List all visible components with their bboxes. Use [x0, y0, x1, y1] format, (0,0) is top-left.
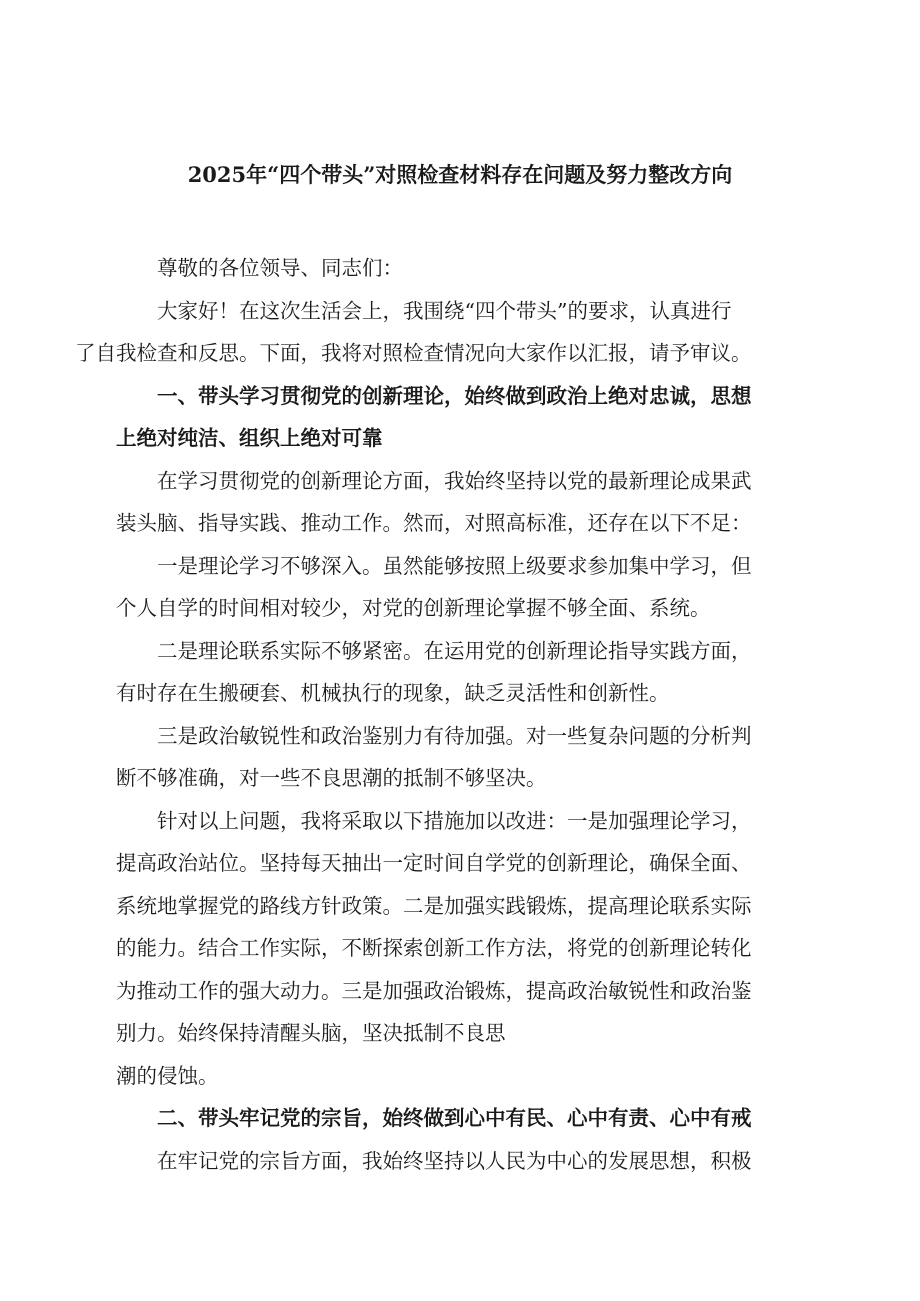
issue2-paragraph: [116, 630, 836, 715]
measures-line: 为推动工作的强大动力。三是加强政治锻炼，提高政治敏锐性和政治鉴: [116, 978, 752, 1003]
section1-heading-line: 一、带头学习贯彻党的创新理论，始终做到政治上绝对忠诚，思想: [157, 383, 752, 408]
measures-line: 的能力。结合工作实际，不断探索创新工作方法，将党的创新理论转化: [116, 936, 752, 960]
issue3-paragraph: [116, 715, 836, 800]
measures-line: 系统地掌握党的路线方针政策。二是加强实践锻炼，提高理论联系实际: [116, 893, 752, 918]
section2-heading: [116, 1097, 836, 1140]
section1-heading: [116, 375, 836, 460]
issue1-paragraph: [116, 545, 836, 630]
issue2-line: 有时存在生搬硬套、机械执行的现象，缺乏灵活性和创新性。: [116, 681, 670, 705]
section2-intro-paragraph: [116, 1140, 836, 1183]
salutation-paragraph: [116, 247, 836, 290]
issue1-line: 个人自学的时间相对较少，对党的创新理论掌握不够全面、系统。: [116, 596, 711, 620]
issue1-line: 一是理论学习不够深入。虽然能够按照上级要求参加集中学习，但: [157, 553, 752, 578]
issue3-line: 断不够准确，对一些不良思潮的抵制不够坚决。: [116, 766, 547, 790]
intro-line: 大家好！在这次生活会上，我围绕“四个带头”的要求，认真进行: [157, 298, 732, 323]
document-body: [75, 247, 836, 1182]
document-title: 2025年“四个带头”对照检查材料存在问题及努力整改方向: [187, 162, 733, 187]
measures-line: 别力。始终保持清醒头脑，坚决抵制不良思: [116, 1021, 506, 1045]
intro-line: 了自我检查和反思。下面，我将对照检查情况向大家作以汇报，请予审议。: [75, 341, 752, 365]
issue2-line: 二是理论联系实际不够紧密。在运用党的创新理论指导实践方面，: [157, 638, 752, 663]
salutation-text: 尊敬的各位领导、同志们：: [157, 256, 403, 280]
measures-line: 针对以上问题，我将采取以下措施加以改进：一是加强理论学习，: [157, 808, 752, 833]
issue3-line: 三是政治敏锐性和政治鉴别力有待加强。对一些复杂问题的分析判: [157, 723, 752, 748]
section2-heading-text: 二、带头牢记党的宗旨，始终做到心中有民、心中有责、心中有戒: [157, 1106, 752, 1130]
section1-intro-line: 在学习贯彻党的创新理论方面，我始终坚持以党的最新理论成果武: [157, 468, 752, 493]
measures-line: 提高政治站位。坚持每天抽出一定时间自学党的创新理论，确保全面、: [116, 851, 752, 875]
measures-line: 潮的侵蚀。: [116, 1063, 219, 1088]
section2-intro-text: 在牢记党的宗旨方面，我始终坚持以人民为中心的发展思想，积极: [157, 1148, 752, 1173]
section1-intro-paragraph: [116, 460, 836, 545]
section1-intro-line: 装头脑、指导实践、推动工作。然而，对照高标准，还存在以下不足：: [116, 511, 752, 535]
measures-paragraph: [116, 800, 836, 1098]
section1-heading-line: 上绝对纯洁、组织上绝对可靠: [116, 426, 383, 450]
intro-paragraph: [75, 290, 836, 375]
